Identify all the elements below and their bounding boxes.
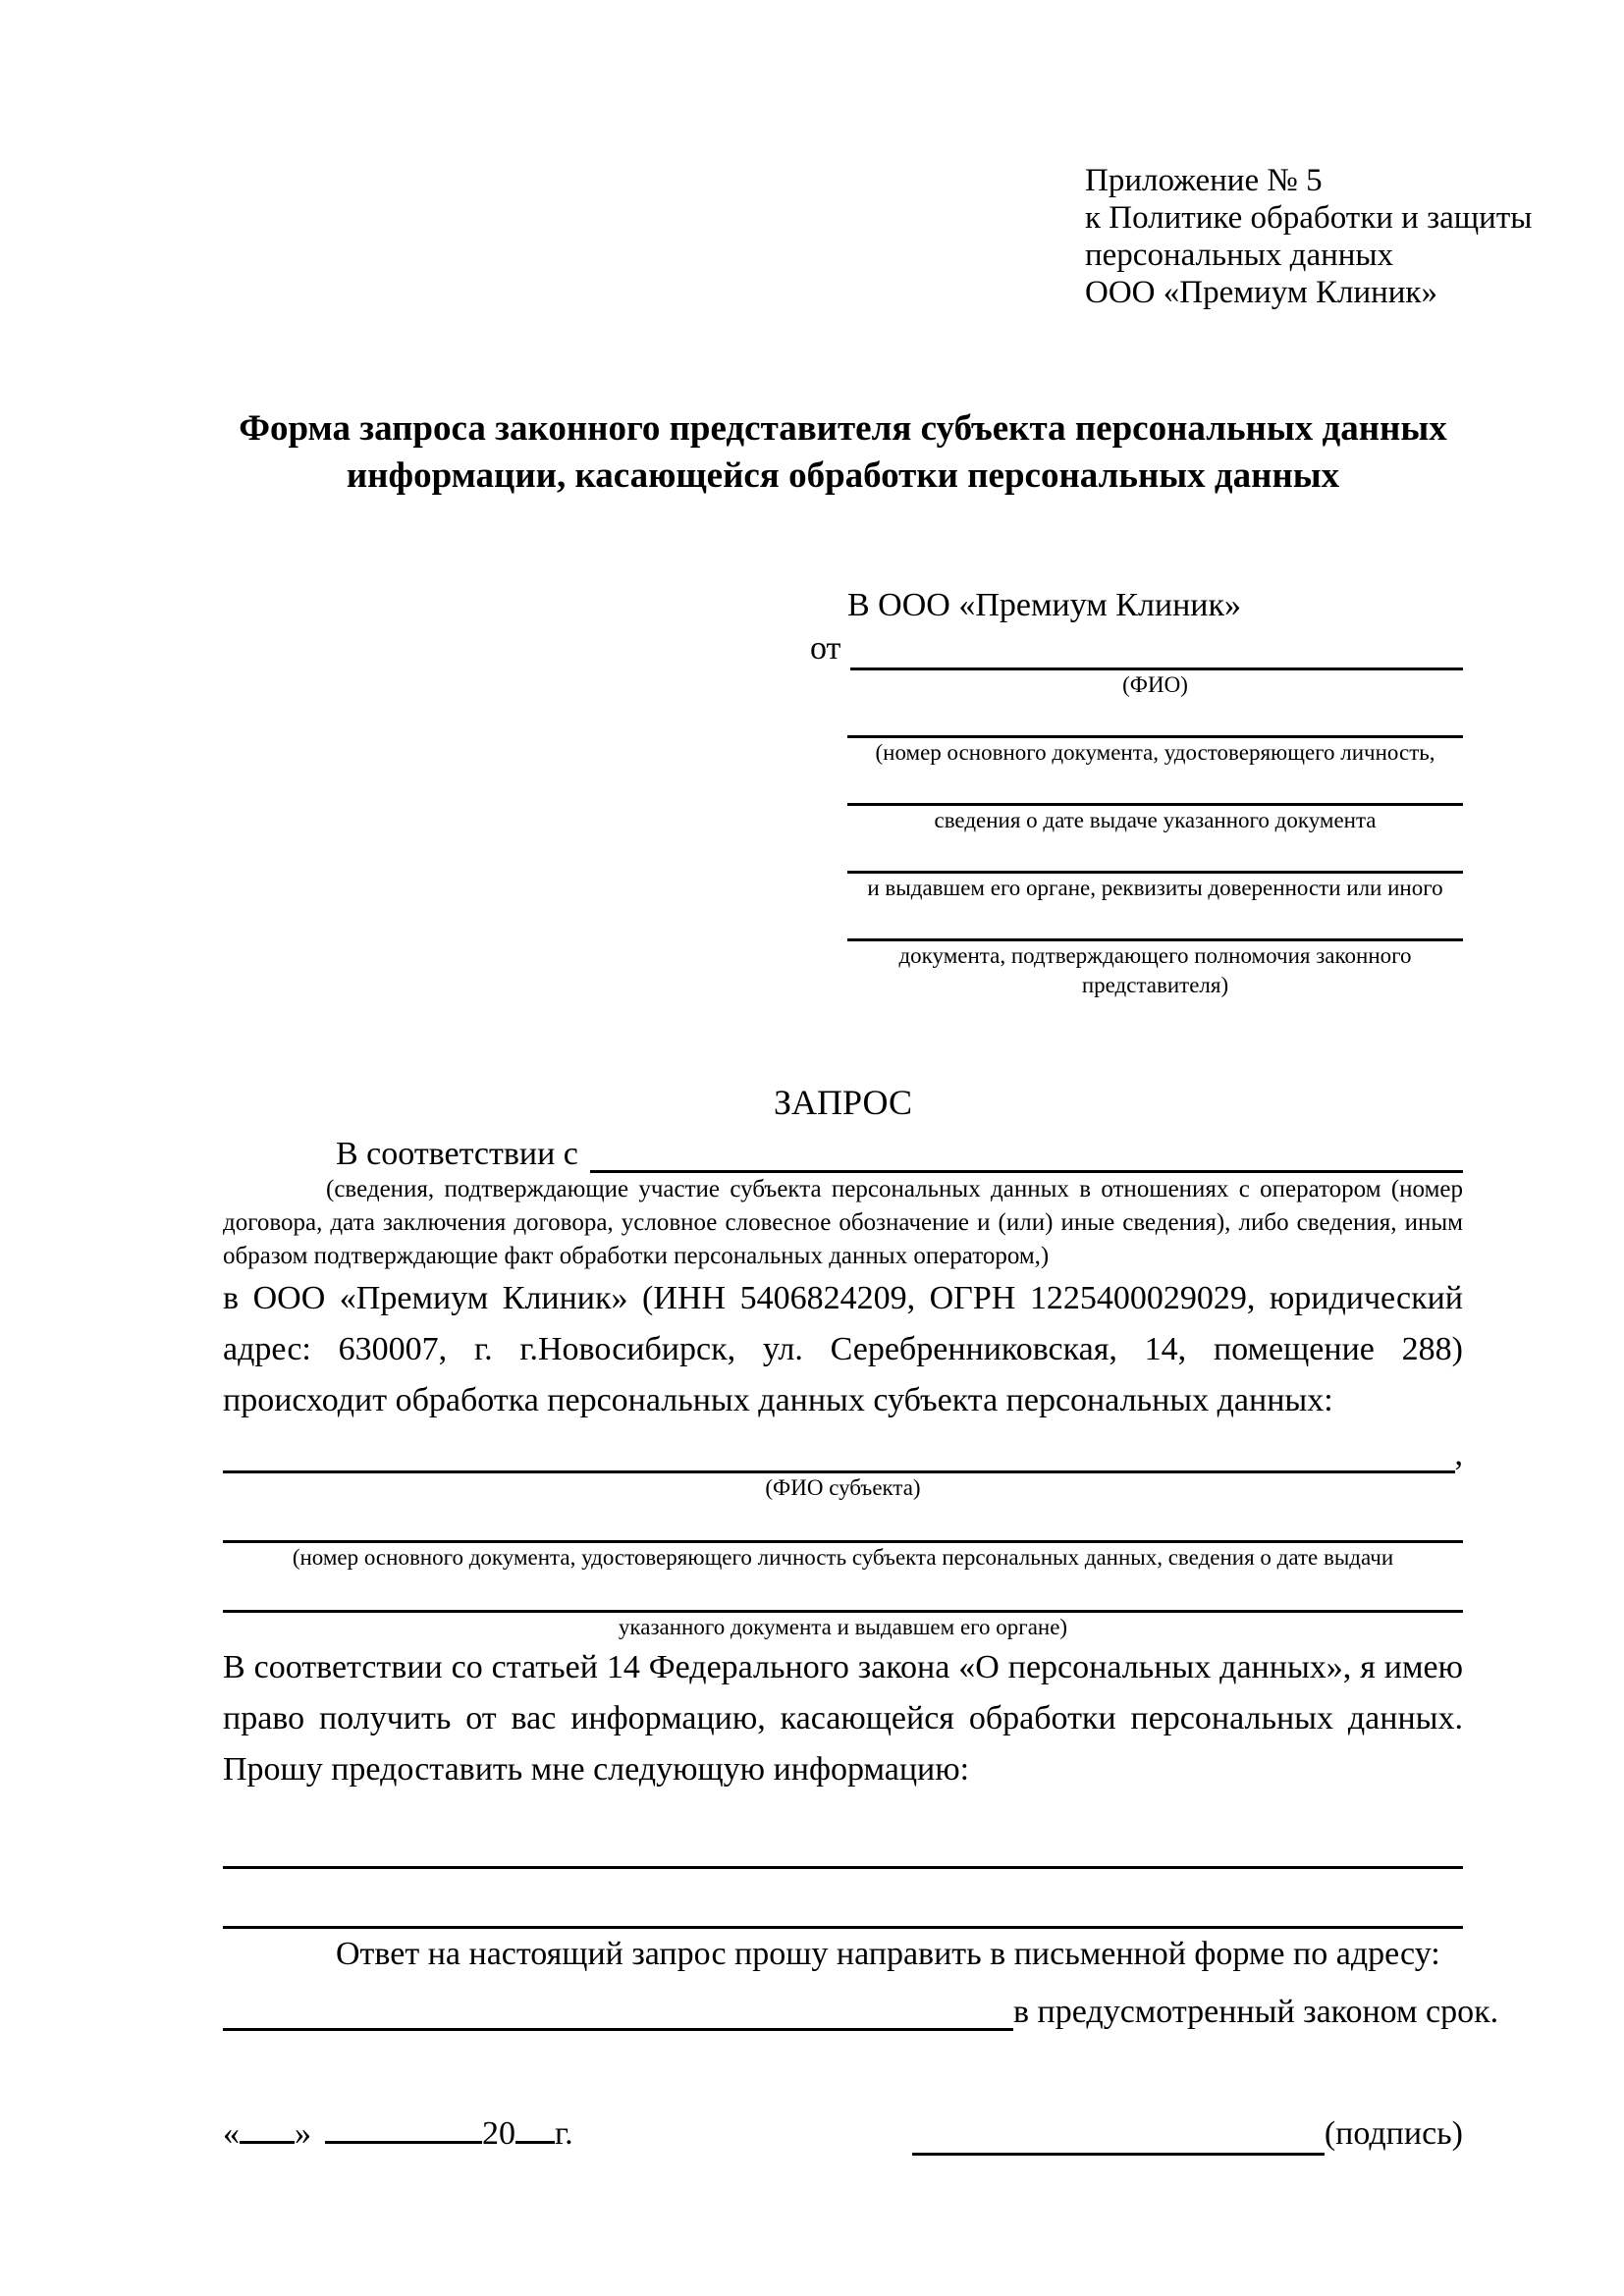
subject-name-row xyxy=(223,1432,1463,1473)
basis-note: (сведения, подтверждающие участие субъекта персональных данных в отношениях с оператором (номер договора, дата заключения договора, условное словесное обозначение и (или) иные сведения), либо сведения, иным образом подтверждающие факт обработки персональных данных оператором,) xyxy=(223,1176,1463,1269)
date-quote-close: » xyxy=(295,2115,311,2152)
response-paragraph: Ответ на настоящий запрос прошу направить в письменной форме по адресу: xyxy=(336,1936,1440,1972)
appendix-header-line: ООО «Премиум Клиник» xyxy=(1085,275,1437,310)
date-day-field-line xyxy=(240,2108,295,2144)
date-signature-row xyxy=(223,2108,1463,2156)
subject-document-field-line xyxy=(223,1503,1463,1543)
law-paragraph: В соответствии со статьей 14 Федерального закона «О персональных данных», я имею право получить от вас информацию, касающейся обработки персональных данных. Прошу предоставить мне следующую информацию: xyxy=(223,1649,1463,1788)
appendix-header-line: Приложение № 5 xyxy=(1085,163,1323,198)
signature-field xyxy=(912,2112,1463,2156)
issuing-authority-field-line xyxy=(847,835,1463,874)
document-title: Форма запроса законного представителя субъекта персональных данных информации, касающейся обработки персональных данных xyxy=(239,408,1447,496)
response-suffix: в предусмотренный законом срок. xyxy=(1013,1994,1499,2030)
date-year-field-line xyxy=(515,2108,555,2144)
subject-document-authority-caption: указанного документа и выдавшем его органе) xyxy=(618,1615,1068,1639)
signature-caption: (подпись) xyxy=(1324,2115,1463,2152)
from-row xyxy=(810,627,1463,670)
subject-document-caption: (номер основного документа, удостоверяющего личность субъекта персональных данных, сведения о дате выдачи xyxy=(292,1545,1394,1570)
from-label: от xyxy=(810,630,841,667)
response-address-row xyxy=(223,1980,1499,2031)
basis-prefix: В соответствии с xyxy=(336,1136,578,1172)
date-year-suffix: г. xyxy=(555,2115,573,2152)
date-month-field-line xyxy=(325,2108,482,2144)
addressee-org: В ООО «Премиум Клиник» xyxy=(847,587,1242,623)
document-number-field-line xyxy=(847,700,1463,738)
request-heading: ЗАПРОС xyxy=(774,1083,912,1122)
authority-document-caption: документа, подтверждающего полномочия законного представителя) xyxy=(898,943,1412,997)
date-field xyxy=(223,2108,573,2156)
subject-document-authority-field-line xyxy=(223,1573,1463,1613)
authority-document-field-line xyxy=(847,903,1463,941)
issue-date-field-line xyxy=(847,768,1463,806)
document-number-caption: (номер основного документа, удостоверяющего личность, xyxy=(875,740,1435,765)
subject-fio-caption: (ФИО субъекта) xyxy=(765,1475,921,1500)
signature-field-line xyxy=(912,2153,1325,2156)
issuing-authority-caption: и выдавшем его органе, реквизиты доверенности или иного xyxy=(867,876,1443,900)
date-quote-open: « xyxy=(223,2115,240,2152)
appendix-header xyxy=(1085,162,1533,311)
issue-date-caption: сведения о дате выдаче указанного документа xyxy=(934,808,1377,832)
appendix-header-line: персональных данных xyxy=(1085,238,1394,273)
appendix-header-line: к Политике обработки и защиты xyxy=(1085,200,1533,236)
date-year-prefix: 20 xyxy=(482,2115,515,2152)
fio-caption: (ФИО) xyxy=(1122,672,1188,697)
requested-information-field-line-2 xyxy=(223,1883,1463,1929)
basis-row xyxy=(223,1122,1463,1173)
addressee-block xyxy=(810,584,1463,1000)
operator-paragraph: в ООО «Премиум Клиник» (ИНН 5406824209, ОГРН 1225400029029, юридический адрес: 630007, г. г.Новосибирск, ул. Серебренниковская, 14, помещение 288) происходит обработка персональных данных субъекта персональных данных: xyxy=(223,1280,1463,1418)
subject-name-comma: , xyxy=(1454,1436,1463,1472)
requested-information-field-line-1 xyxy=(223,1823,1463,1869)
response-address-field-line xyxy=(223,2028,1013,2031)
